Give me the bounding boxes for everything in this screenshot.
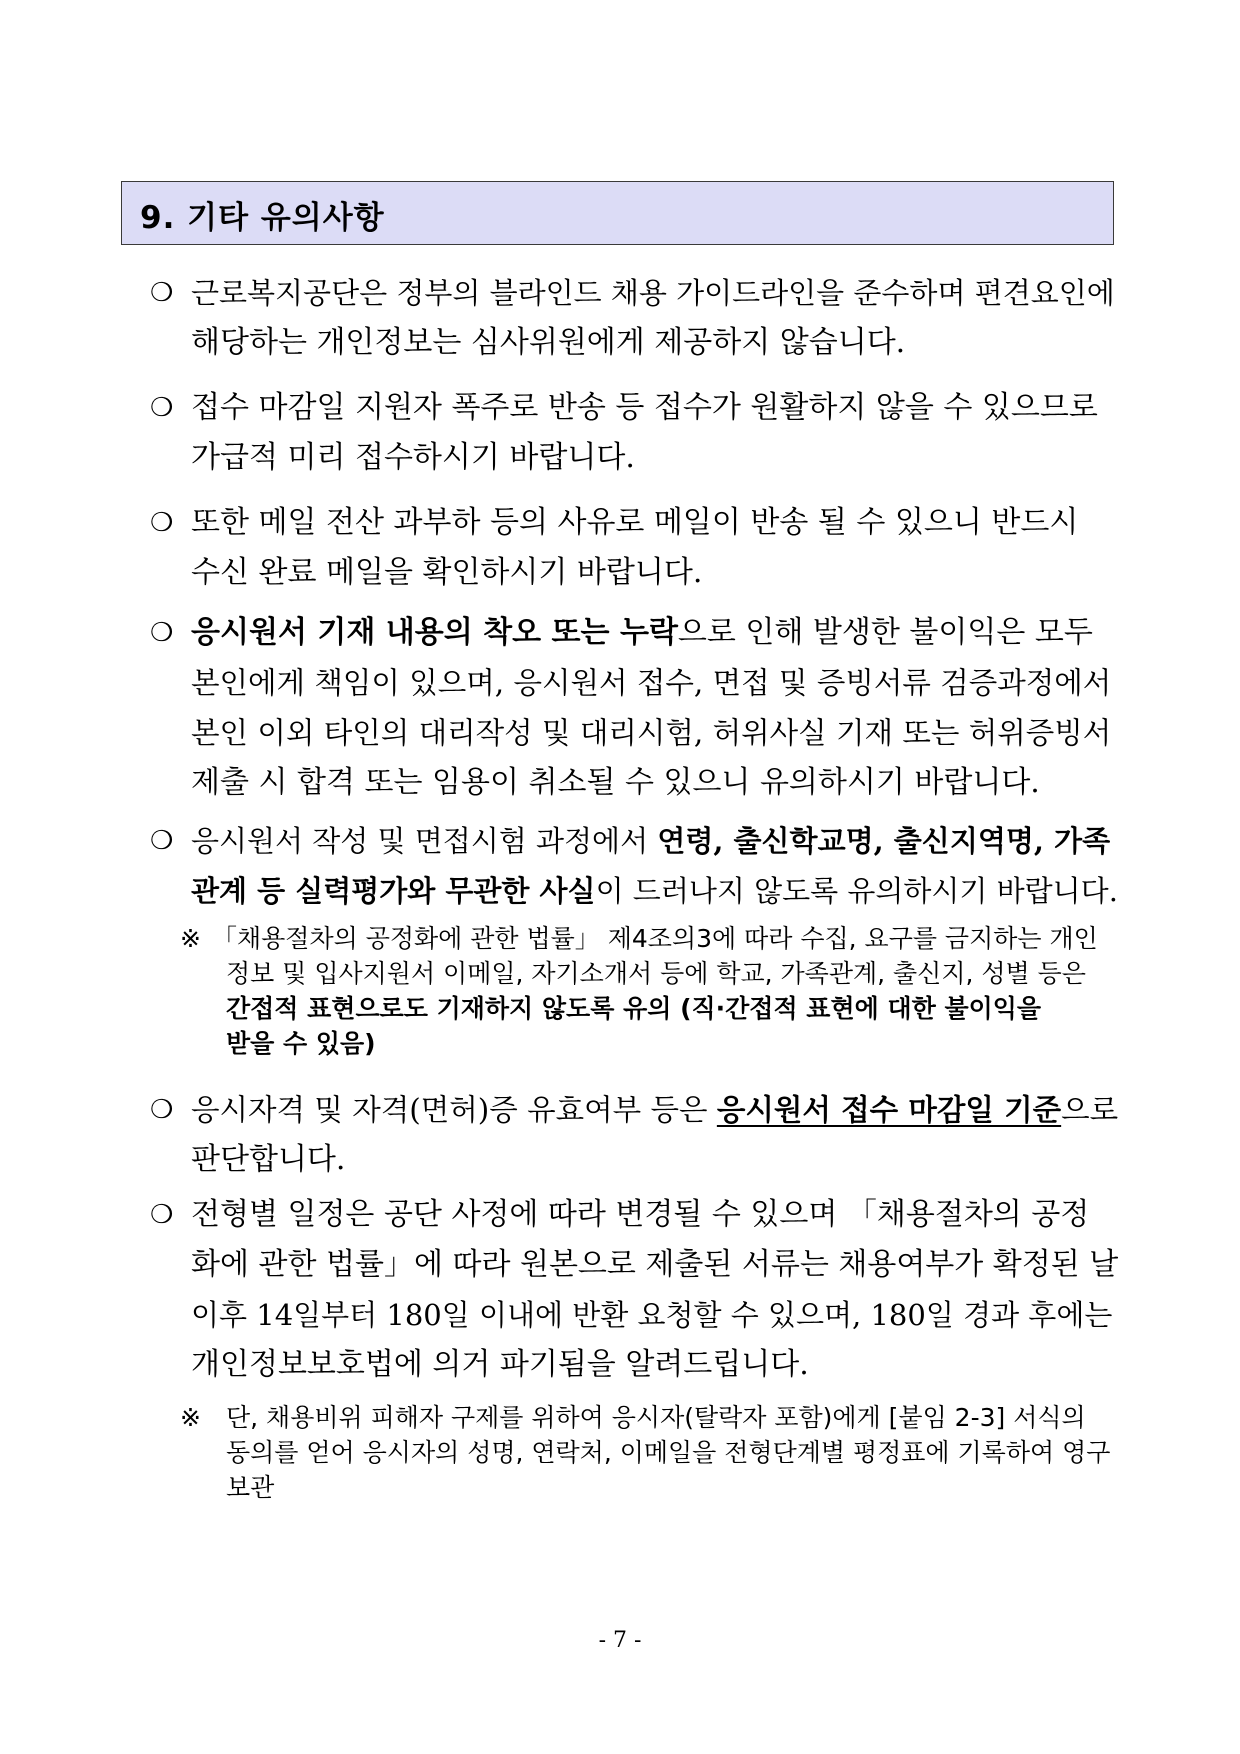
item-text: 판단합니다.	[191, 1142, 346, 1177]
circle-bullet-icon: ❍	[150, 278, 174, 308]
note-text: 동의를 얻어 응시자의 성명, 연락처, 이메일을 전형단계별 평정표에 기록하여 영구	[226, 1438, 1111, 1467]
circle-bullet-icon: ❍	[150, 1095, 174, 1125]
circle-bullet-icon: ❍	[150, 393, 174, 423]
page-number: - 7 -	[598, 1628, 642, 1653]
section-header-box	[121, 181, 1114, 245]
list-item	[150, 816, 1118, 916]
item-text: 제출 시 합격 또는 임용이 취소될 수 있으니 유의하시기 바랍니다.	[191, 765, 1040, 800]
note-text: 보관	[226, 1473, 275, 1502]
list-item	[150, 268, 1118, 368]
item-emphasis: 응시원서 기재 내용의 착오 또는 누락	[191, 615, 678, 650]
note-emphasis: 간접적 표현으로도 기재하지 않도록 유의 (직·간접적 표현에 대한 불이익을	[226, 994, 1042, 1023]
circle-bullet-icon: ❍	[150, 618, 174, 648]
item-text: 본인에게 책임이 있으며, 응시원서 접수, 면접 및 증빙서류 검증과정에서	[191, 666, 1112, 700]
list-item	[150, 608, 1118, 808]
note-text: 「채용절차의 공정화에 관한 법률」 제4조의3에 따라 수집, 요구를 금지하는 개인	[212, 924, 1098, 953]
item-text: 수신 완료 메일을 확인하시기 바랍니다.	[191, 555, 703, 590]
item-text: 응시원서 작성 및 면접시험 과정에서	[191, 824, 658, 858]
list-item	[150, 383, 1118, 483]
item-text: 화에 관한 법률」에 따라 원본으로 제출된 서류는 채용여부가 확정된 날	[191, 1247, 1119, 1282]
reference-mark-icon: ※	[180, 1403, 201, 1432]
item-text: 이 드러나지 않도록 유의하시기 바랍니다.	[595, 874, 1118, 908]
note-text: 정보 및 입사지원서 이메일, 자기소개서 등에 학교, 가족관계, 출신지, 성별 등은	[226, 959, 1086, 988]
item-text: 접수 마감일 지원자 폭주로 반송 등 접수가 원활하지 않을 수 있으므로	[191, 390, 1098, 425]
circle-bullet-icon: ❍	[150, 1200, 174, 1230]
circle-bullet-icon: ❍	[150, 826, 174, 856]
item-text: 전형별 일정은 공단 사정에 따라 변경될 수 있으며 「채용절차의 공정	[191, 1197, 1090, 1232]
item-underlined-emphasis: 응시원서 접수 마감일 기준	[716, 1092, 1062, 1127]
item-text: 응시자격 및 자격(면허)증 유효여부 등은	[191, 1093, 717, 1127]
item-text: 으로 인해 발생한 불이익은 모두	[677, 615, 1093, 650]
item-text: 개인정보보호법에 의거 파기됨을 알려드립니다.	[191, 1347, 809, 1382]
item-text: 해당하는 개인정보는 심사위원에게 제공하지 않습니다.	[191, 325, 906, 360]
item-text: 으로	[1061, 1093, 1119, 1127]
circle-bullet-icon: ❍	[150, 508, 174, 538]
note-block	[180, 921, 1120, 1061]
item-text: 이후 14일부터 180일 이내에 반환 요청할 수 있으며, 180일 경과 후에는	[191, 1298, 1113, 1332]
list-item	[150, 1085, 1118, 1185]
note-emphasis: 받을 수 있음)	[226, 1029, 376, 1058]
reference-mark-icon: ※	[180, 924, 201, 953]
section-title: 9. 기타 유의사항	[140, 200, 385, 236]
item-emphasis: 연령, 출신학교명, 출신지역명, 가족	[657, 824, 1111, 858]
item-text: 가급적 미리 접수하시기 바랍니다.	[191, 440, 635, 475]
item-text: 또한 메일 전산 과부하 등의 사유로 메일이 반송 될 수 있으니 반드시	[191, 505, 1079, 540]
list-item	[150, 1190, 1118, 1390]
note-text: 단, 채용비위 피해자 구제를 위하여 응시자(탈락자 포함)에게 [붙임 2-3] 서식의	[226, 1403, 1086, 1432]
item-emphasis: 관계 등 실력평가와 무관한 사실	[191, 874, 596, 908]
note-block	[180, 1400, 1120, 1505]
item-text: 근로복지공단은 정부의 블라인드 채용 가이드라인을 준수하며 편견요인에	[191, 276, 1115, 310]
list-item	[150, 498, 1118, 598]
item-text: 본인 이외 타인의 대리작성 및 대리시험, 허위사실 기재 또는 허위증빙서	[191, 716, 1112, 750]
